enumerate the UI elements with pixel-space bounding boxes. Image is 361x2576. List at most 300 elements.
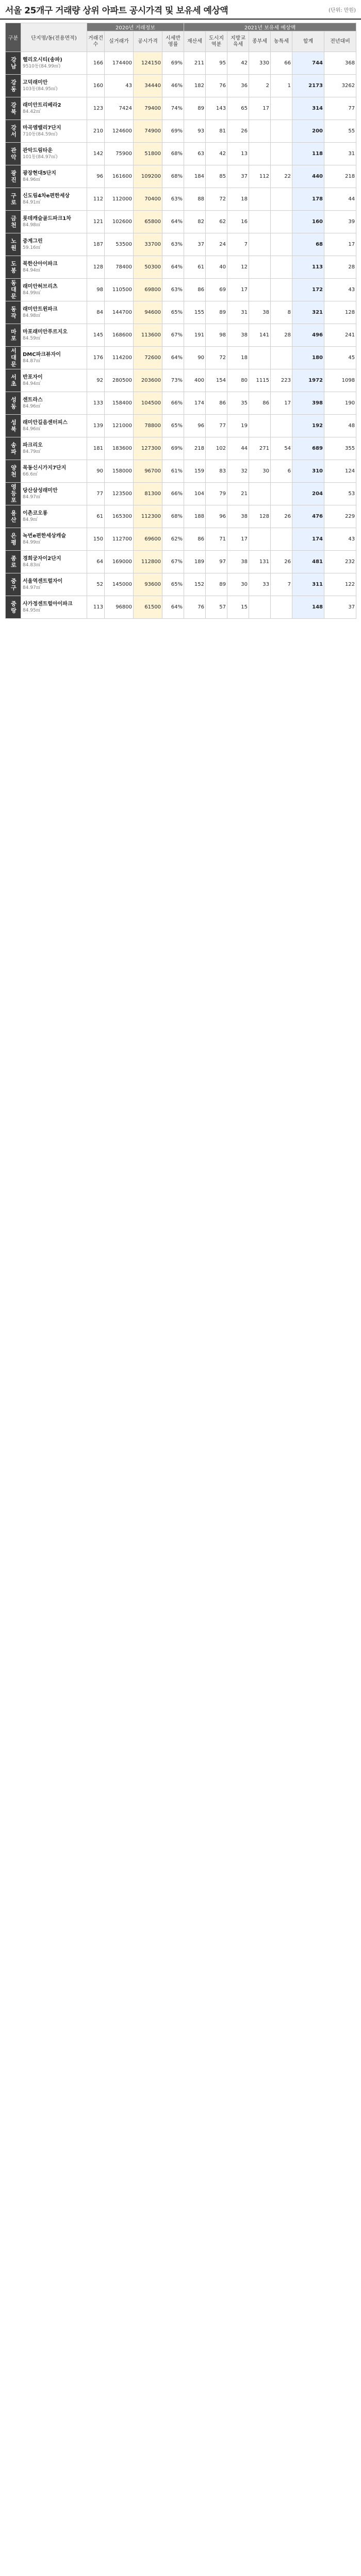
cell-city: 81 (206, 120, 227, 143)
cell-prop: 159 (184, 460, 206, 483)
cell-cnt: 160 (87, 75, 105, 97)
table-row (6, 369, 356, 392)
apartment-name: 사가정센트럴아이파크 (23, 601, 73, 607)
cell-yoy: 355 (324, 437, 356, 460)
cell-price: 102600 (105, 211, 134, 233)
cell-gongsi: 50300 (134, 256, 162, 279)
cell-cnt: 128 (87, 256, 105, 279)
cell-cnt: 61 (87, 505, 105, 528)
cell-total: 314 (292, 97, 324, 120)
cell-prop: 191 (184, 324, 206, 347)
apartment-name-cell (21, 188, 87, 211)
cell-gongsi: 113600 (134, 324, 162, 347)
cell-yoy: 55 (324, 120, 356, 143)
table-row (6, 75, 356, 97)
cell-price: 144700 (105, 301, 134, 324)
district-cell: 금천 (6, 211, 21, 233)
cell-gongsi: 70400 (134, 188, 162, 211)
cell-edu: 15 (227, 596, 249, 619)
table-row (6, 460, 356, 483)
cell-cnt: 176 (87, 347, 105, 369)
cell-nong: 54 (271, 437, 292, 460)
cell-prop: 82 (184, 211, 206, 233)
apartment-area: 84.83㎡ (23, 562, 41, 568)
cell-nong: 8 (271, 301, 292, 324)
col-name-header: 단지명/동(전용면적) (21, 23, 87, 52)
title-bar (0, 0, 361, 20)
cell-jong: 33 (249, 573, 271, 596)
apartment-name: 마포래미안푸르지오 (23, 329, 68, 335)
cell-rate: 67% (162, 551, 184, 573)
apartment-name: 이촌코오롱 (23, 510, 48, 516)
cell-nong (271, 233, 292, 256)
apartment-area: 103동(84.95㎡) (23, 86, 58, 92)
cell-price: 124600 (105, 120, 134, 143)
col-prop-header: 재산세 (184, 31, 206, 52)
cell-jong (249, 211, 271, 233)
apartment-name: 롯데캐슬골드파크1차 (23, 215, 71, 222)
cell-rate: 65% (162, 301, 184, 324)
district-cell: 서초 (6, 369, 21, 392)
cell-jong (249, 188, 271, 211)
apartment-name: DMC파크뷰자이 (23, 351, 61, 358)
cell-yoy: 37 (324, 596, 356, 619)
cell-prop: 211 (184, 52, 206, 75)
cell-edu: 31 (227, 301, 249, 324)
cell-jong (249, 483, 271, 505)
cell-prop: 218 (184, 437, 206, 460)
apartment-name-cell (21, 392, 87, 415)
cell-nong (271, 279, 292, 301)
cell-total: 178 (292, 188, 324, 211)
apartment-name-cell (21, 369, 87, 392)
cell-total: 2173 (292, 75, 324, 97)
district-cell: 관악 (6, 143, 21, 165)
cell-cnt: 90 (87, 460, 105, 483)
cell-gongsi: 112300 (134, 505, 162, 528)
cell-prop: 86 (184, 528, 206, 551)
cell-jong: 1115 (249, 369, 271, 392)
apartment-name-cell (21, 596, 87, 619)
apartment-name-cell (21, 347, 87, 369)
apartment-area: 9510동(84.99㎡) (23, 63, 61, 69)
apartment-name-cell (21, 505, 87, 528)
cell-yoy: 44 (324, 188, 356, 211)
cell-gongsi: 72600 (134, 347, 162, 369)
cell-yoy: 48 (324, 415, 356, 437)
table-row (6, 505, 356, 528)
cell-cnt: 64 (87, 551, 105, 573)
cell-nong (271, 256, 292, 279)
cell-cnt: 181 (87, 437, 105, 460)
apartment-name: 파크리오 (23, 442, 43, 448)
district-cell: 노원 (6, 233, 21, 256)
table-row (6, 415, 356, 437)
cell-yoy: 232 (324, 551, 356, 573)
cell-nong (271, 347, 292, 369)
cell-gongsi: 33700 (134, 233, 162, 256)
cell-price: 123500 (105, 483, 134, 505)
cell-rate: 61% (162, 460, 184, 483)
cell-price: 114200 (105, 347, 134, 369)
cell-rate: 64% (162, 256, 184, 279)
cell-edu: 30 (227, 573, 249, 596)
cell-rate: 46% (162, 75, 184, 97)
cell-price: 96800 (105, 596, 134, 619)
table-row (6, 324, 356, 347)
district-cell: 마포 (6, 324, 21, 347)
cell-jong: 128 (249, 505, 271, 528)
cell-edu: 38 (227, 551, 249, 573)
apartment-name-cell (21, 233, 87, 256)
cell-total: 118 (292, 143, 324, 165)
cell-yoy: 77 (324, 97, 356, 120)
cell-gongsi: 69800 (134, 279, 162, 301)
apartment-area: 84.9㎡ (23, 517, 38, 522)
cell-cnt: 142 (87, 143, 105, 165)
cell-jong (249, 120, 271, 143)
col-district-header: 구분 (6, 23, 21, 52)
cell-total: 68 (292, 233, 324, 256)
district-cell: 광진 (6, 165, 21, 188)
cell-edu: 19 (227, 415, 249, 437)
cell-nong: 1 (271, 75, 292, 97)
cell-total: 496 (292, 324, 324, 347)
cell-cnt: 150 (87, 528, 105, 551)
cell-gongsi: 34440 (134, 75, 162, 97)
cell-edu: 18 (227, 347, 249, 369)
cell-edu: 65 (227, 97, 249, 120)
apartment-area: 84.42㎡ (23, 109, 41, 114)
apartment-name: 서울역센트럴자이 (23, 578, 63, 584)
apartment-area: 84.94㎡ (23, 267, 41, 273)
cell-cnt: 123 (87, 97, 105, 120)
cell-yoy: 122 (324, 573, 356, 596)
cell-nong: 26 (271, 551, 292, 573)
cell-yoy: 31 (324, 143, 356, 165)
table-row (6, 551, 356, 573)
cell-price: 169000 (105, 551, 134, 573)
cell-jong (249, 233, 271, 256)
cell-yoy: 368 (324, 52, 356, 75)
cell-nong (271, 596, 292, 619)
cell-total: 481 (292, 551, 324, 573)
apartment-area: 84.98㎡ (23, 222, 41, 228)
cell-price: 43 (105, 75, 134, 97)
cell-city: 97 (206, 551, 227, 573)
cell-cnt: 139 (87, 415, 105, 437)
cell-jong (249, 256, 271, 279)
district-cell: 서대문 (6, 347, 21, 369)
cell-rate: 69% (162, 52, 184, 75)
cell-city: 42 (206, 143, 227, 165)
cell-city: 85 (206, 165, 227, 188)
cell-city: 95 (206, 52, 227, 75)
cell-yoy: 3262 (324, 75, 356, 97)
cell-city: 143 (206, 97, 227, 120)
cell-edu: 44 (227, 437, 249, 460)
cell-total: 1972 (292, 369, 324, 392)
cell-nong: 22 (271, 165, 292, 188)
apartment-name: 마곡엠밸리7단지 (23, 125, 61, 131)
cell-city: 79 (206, 483, 227, 505)
cell-edu: 13 (227, 143, 249, 165)
table-row (6, 528, 356, 551)
cell-jong: 271 (249, 437, 271, 460)
cell-rate: 68% (162, 143, 184, 165)
cell-jong: 86 (249, 392, 271, 415)
cell-cnt: 84 (87, 301, 105, 324)
apartment-area: 84.96㎡ (23, 426, 41, 432)
cell-jong (249, 279, 271, 301)
cell-city: 69 (206, 279, 227, 301)
col-cnt-header: 거래건수 (87, 31, 105, 52)
cell-rate: 73% (162, 369, 184, 392)
cell-city: 89 (206, 573, 227, 596)
cell-price: 110500 (105, 279, 134, 301)
table-row (6, 188, 356, 211)
cell-edu: 38 (227, 505, 249, 528)
cell-city: 98 (206, 324, 227, 347)
table-row (6, 301, 356, 324)
cell-edu: 12 (227, 256, 249, 279)
apartment-name-cell (21, 165, 87, 188)
cell-nong: 6 (271, 460, 292, 483)
table-row (6, 120, 356, 143)
cell-prop: 189 (184, 551, 206, 573)
cell-gongsi: 104500 (134, 392, 162, 415)
cell-rate: 64% (162, 596, 184, 619)
cell-nong: 7 (271, 573, 292, 596)
cell-price: 145000 (105, 573, 134, 596)
cell-cnt: 77 (87, 483, 105, 505)
cell-cnt: 113 (87, 596, 105, 619)
cell-gongsi: 124150 (134, 52, 162, 75)
apartment-area: 59.16㎡ (23, 245, 41, 250)
table-row (6, 97, 356, 120)
group-2020-header: 2020년 거래정보 (87, 23, 184, 31)
table-row (6, 347, 356, 369)
cell-prop: 184 (184, 165, 206, 188)
apartment-area: 710동(84.59㎡) (23, 131, 58, 137)
district-cell: 성북 (6, 415, 21, 437)
cell-total: 689 (292, 437, 324, 460)
cell-gongsi: 78800 (134, 415, 162, 437)
cell-rate: 67% (162, 324, 184, 347)
cell-yoy: 28 (324, 256, 356, 279)
cell-total: 311 (292, 573, 324, 596)
cell-total: 200 (292, 120, 324, 143)
cell-edu: 38 (227, 324, 249, 347)
cell-nong (271, 528, 292, 551)
cell-prop: 400 (184, 369, 206, 392)
cell-yoy: 17 (324, 233, 356, 256)
cell-nong: 28 (271, 324, 292, 347)
cell-prop: 37 (184, 233, 206, 256)
apartment-name-cell (21, 301, 87, 324)
cell-edu: 35 (227, 392, 249, 415)
apartment-area: 84.96㎡ (23, 177, 41, 182)
page-title: 서울 25개구 거래량 상위 아파트 공시가격 및 보유세 예상액 (5, 5, 228, 16)
apartment-area: 84.79㎡ (23, 449, 41, 454)
cell-rate: 69% (162, 120, 184, 143)
cell-cnt: 187 (87, 233, 105, 256)
apartment-name: 경희궁자이2단지 (23, 555, 61, 562)
apartment-name-cell (21, 551, 87, 573)
cell-rate: 64% (162, 211, 184, 233)
cell-jong (249, 415, 271, 437)
cell-edu: 17 (227, 528, 249, 551)
cell-jong: 141 (249, 324, 271, 347)
cell-city: 62 (206, 211, 227, 233)
apartment-name: 광장현대5단지 (23, 170, 56, 176)
apartment-name-cell (21, 324, 87, 347)
cell-rate: 69% (162, 437, 184, 460)
cell-yoy: 45 (324, 347, 356, 369)
cell-prop: 182 (184, 75, 206, 97)
col-edu-header: 지방교육세 (227, 31, 249, 52)
apartment-name-cell (21, 279, 87, 301)
cell-rate: 68% (162, 505, 184, 528)
cell-prop: 188 (184, 505, 206, 528)
cell-city: 77 (206, 415, 227, 437)
col-yoy-header: 전년대비 (324, 31, 356, 52)
apartment-area: 84.97㎡ (23, 494, 41, 500)
cell-gongsi: 127300 (134, 437, 162, 460)
district-cell: 동대문 (6, 279, 21, 301)
cell-edu: 18 (227, 188, 249, 211)
table-row (6, 596, 356, 619)
apartment-area: 84.91㎡ (23, 199, 41, 205)
col-city-header: 도시지역분 (206, 31, 227, 52)
cell-jong: 30 (249, 460, 271, 483)
apartment-area: 84.97㎡ (23, 585, 41, 590)
cell-yoy: 241 (324, 324, 356, 347)
cell-total: 321 (292, 301, 324, 324)
cell-city: 57 (206, 596, 227, 619)
col-price-header: 실거래가 (105, 31, 134, 52)
cell-edu: 37 (227, 165, 249, 188)
cell-yoy: 43 (324, 279, 356, 301)
cell-gongsi: 74900 (134, 120, 162, 143)
cell-price: 158000 (105, 460, 134, 483)
apartment-name-cell (21, 75, 87, 97)
apartment-name: 고덕래미안 (23, 79, 48, 86)
cell-city: 83 (206, 460, 227, 483)
apartment-name-cell (21, 528, 87, 551)
cell-cnt: 112 (87, 188, 105, 211)
cell-prop: 86 (184, 279, 206, 301)
cell-total: 113 (292, 256, 324, 279)
cell-gongsi: 93600 (134, 573, 162, 596)
cell-price: 121000 (105, 415, 134, 437)
district-cell: 송파 (6, 437, 21, 460)
apartment-tax-table (5, 23, 356, 619)
cell-gongsi: 69600 (134, 528, 162, 551)
apartment-name-cell (21, 256, 87, 279)
cell-rate: 66% (162, 392, 184, 415)
cell-edu: 7 (227, 233, 249, 256)
cell-rate: 74% (162, 97, 184, 120)
cell-rate: 65% (162, 573, 184, 596)
apartment-name: 관악드림타운 (23, 147, 53, 154)
cell-edu: 80 (227, 369, 249, 392)
apartment-name: 목동신시가지7단지 (23, 465, 67, 471)
cell-price: 161600 (105, 165, 134, 188)
district-cell: 양천 (6, 460, 21, 483)
cell-nong: 26 (271, 505, 292, 528)
cell-cnt: 98 (87, 279, 105, 301)
cell-city: 72 (206, 347, 227, 369)
table-row (6, 143, 356, 165)
cell-cnt: 210 (87, 120, 105, 143)
apartment-name-cell (21, 460, 87, 483)
cell-edu: 26 (227, 120, 249, 143)
cell-cnt: 133 (87, 392, 105, 415)
apartment-name: 래미안허브리츠 (23, 283, 58, 290)
cell-cnt: 96 (87, 165, 105, 188)
col-nong-header: 농특세 (271, 31, 292, 52)
apartment-area: 84.99㎡ (23, 539, 41, 545)
cell-price: 75900 (105, 143, 134, 165)
col-rate-header: 시세반영률 (162, 31, 184, 52)
cell-rate: 63% (162, 233, 184, 256)
apartment-area: 66.6㎡ (23, 471, 38, 477)
apartment-area: 84.96㎡ (23, 403, 41, 409)
cell-price: 112000 (105, 188, 134, 211)
cell-gongsi: 81300 (134, 483, 162, 505)
cell-price: 7424 (105, 97, 134, 120)
cell-cnt: 145 (87, 324, 105, 347)
table-row (6, 165, 356, 188)
cell-jong (249, 347, 271, 369)
cell-rate: 64% (162, 347, 184, 369)
cell-jong: 2 (249, 75, 271, 97)
cell-gongsi: 96700 (134, 460, 162, 483)
cell-city: 76 (206, 75, 227, 97)
cell-prop: 76 (184, 596, 206, 619)
district-cell: 구로 (6, 188, 21, 211)
cell-total: 174 (292, 528, 324, 551)
cell-price: 168600 (105, 324, 134, 347)
apartment-name: 래미안길음센터피스 (23, 419, 68, 426)
table-row (6, 392, 356, 415)
cell-jong (249, 528, 271, 551)
cell-cnt: 52 (87, 573, 105, 596)
cell-nong (271, 97, 292, 120)
cell-rate: 63% (162, 188, 184, 211)
district-cell: 강북 (6, 97, 21, 120)
cell-yoy: 53 (324, 483, 356, 505)
table-row (6, 279, 356, 301)
cell-prop: 61 (184, 256, 206, 279)
cell-prop: 96 (184, 415, 206, 437)
apartment-name: 센트라스 (23, 397, 43, 403)
cell-rate: 68% (162, 165, 184, 188)
cell-yoy: 190 (324, 392, 356, 415)
cell-price: 78400 (105, 256, 134, 279)
cell-total: 160 (292, 211, 324, 233)
apartment-name: 중계그린 (23, 238, 43, 244)
cell-city: 71 (206, 528, 227, 551)
cell-edu: 32 (227, 460, 249, 483)
cell-gongsi: 109200 (134, 165, 162, 188)
cell-gongsi: 203600 (134, 369, 162, 392)
cell-price: 112700 (105, 528, 134, 551)
cell-prop: 88 (184, 188, 206, 211)
apartment-name-cell (21, 415, 87, 437)
cell-gongsi: 94600 (134, 301, 162, 324)
